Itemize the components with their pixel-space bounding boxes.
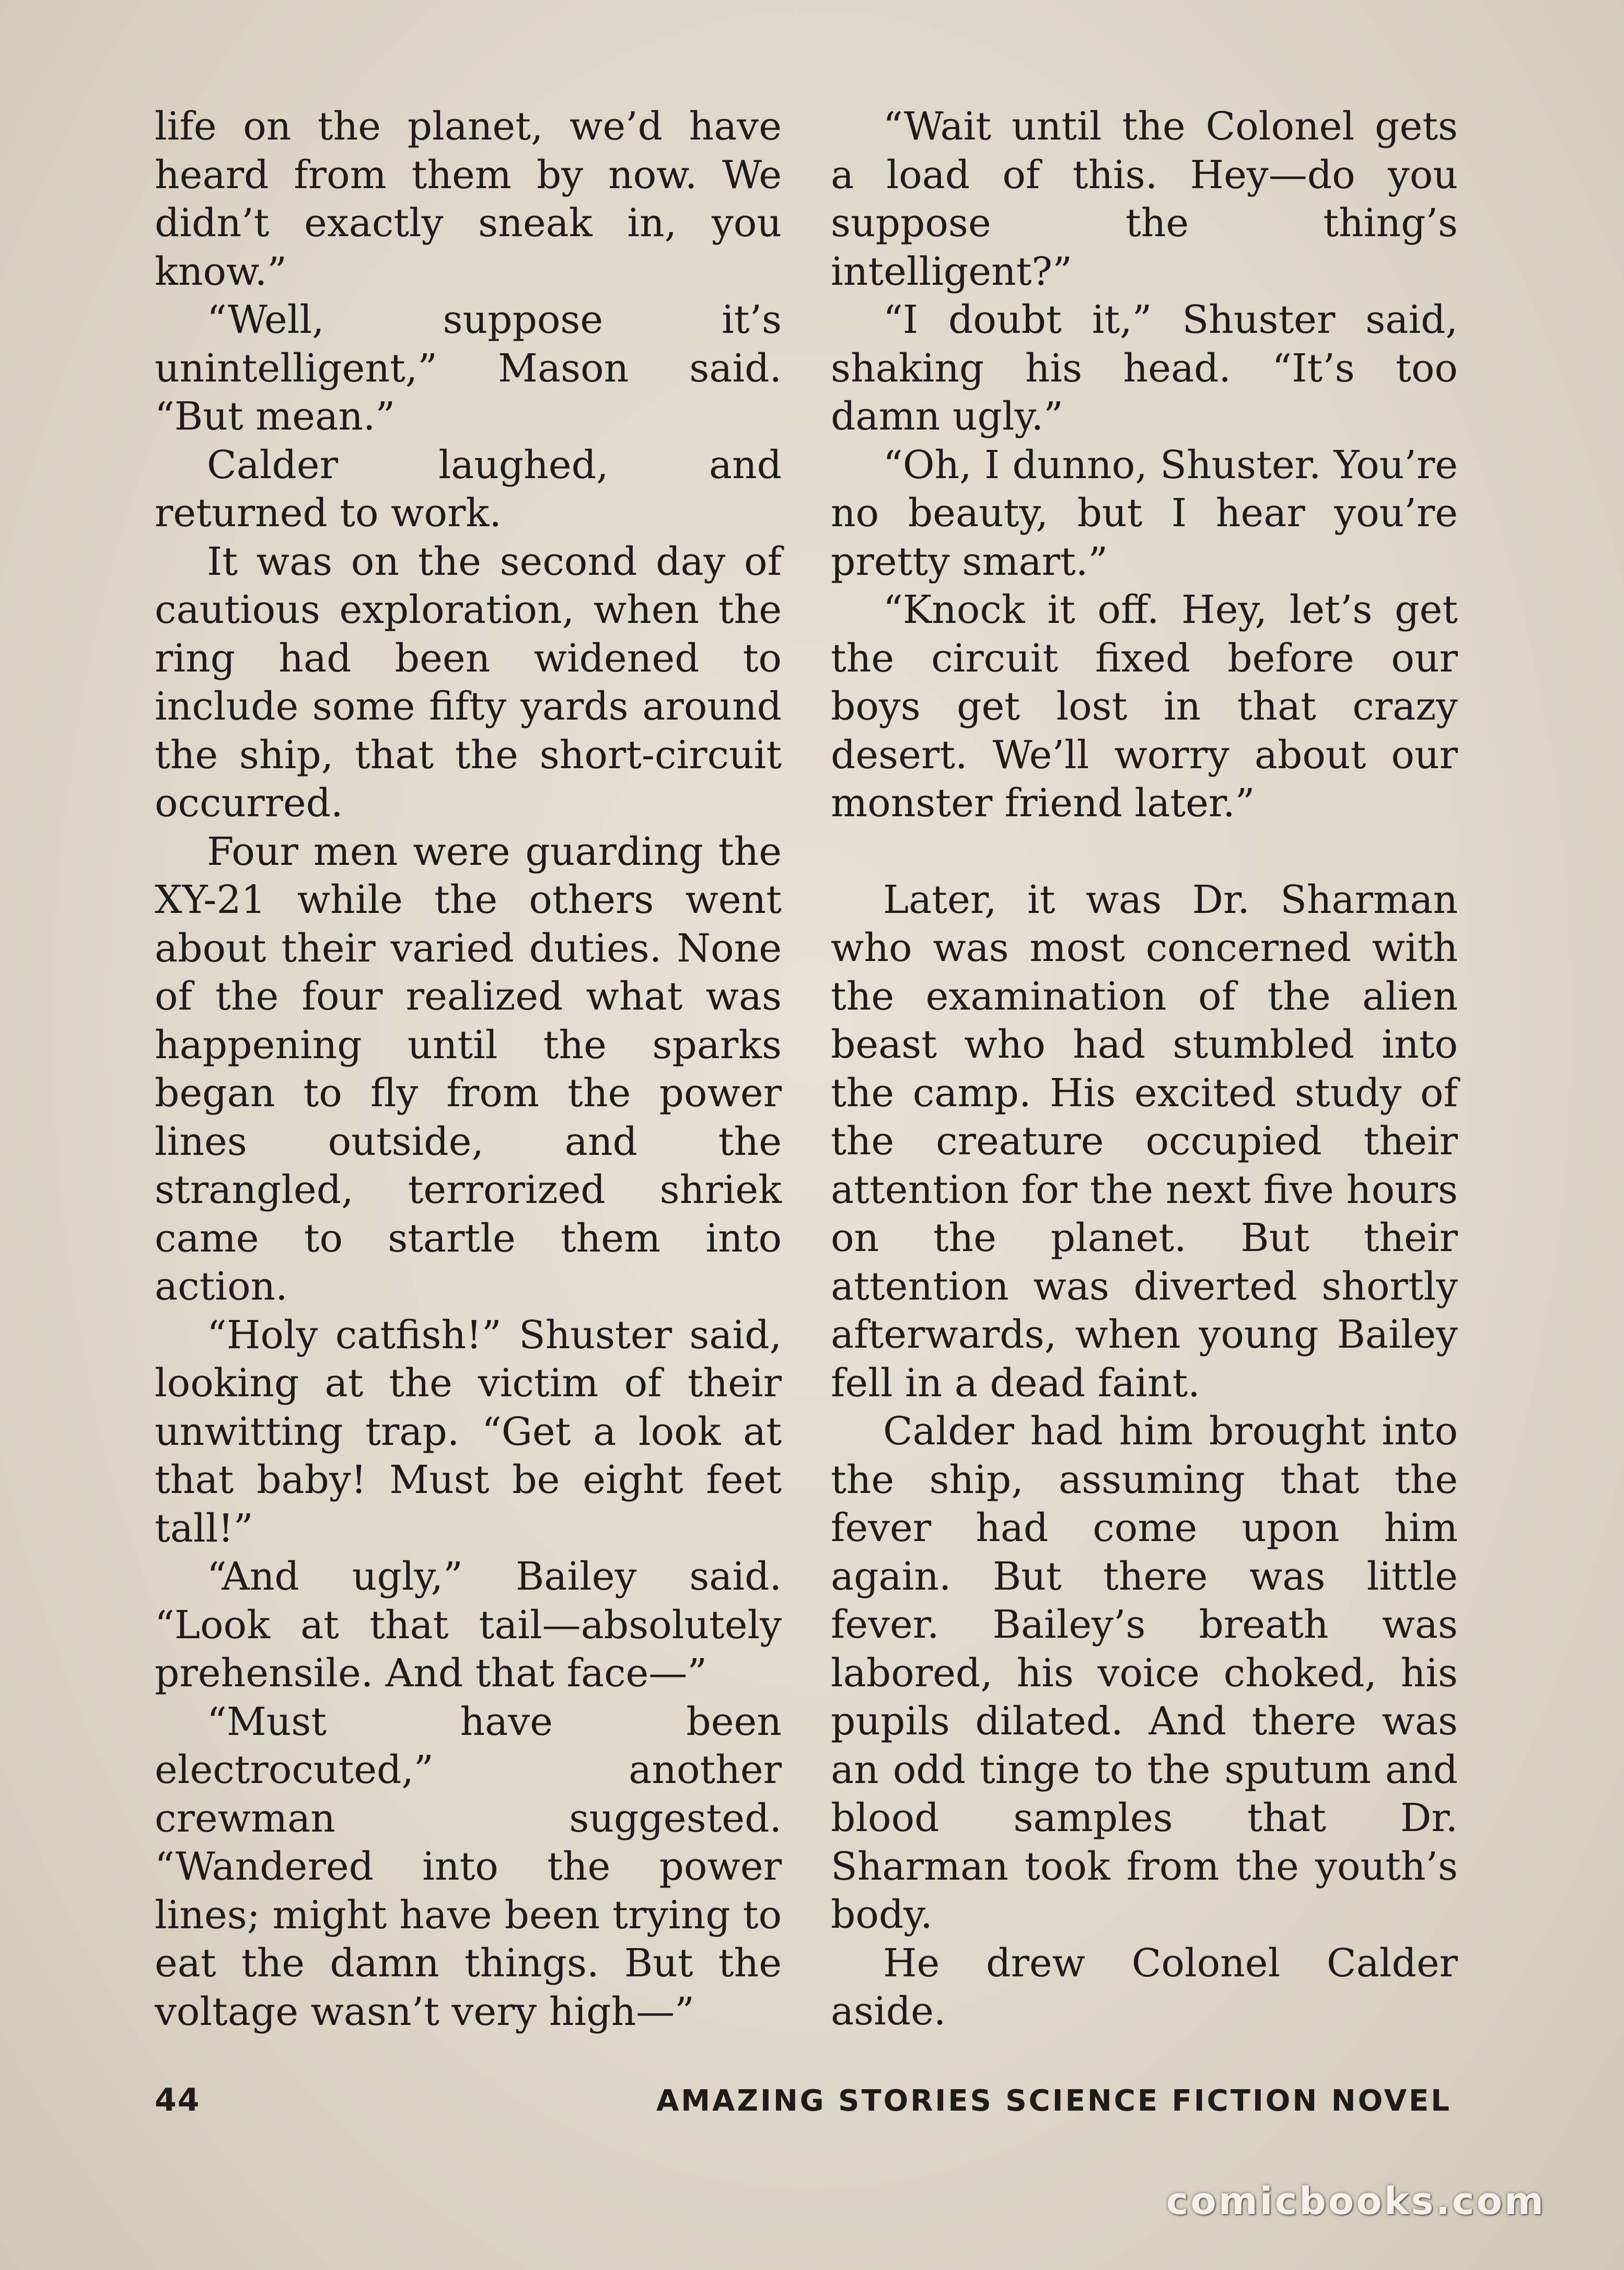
paragraph: Calder had him brought into the ship, assuming that the fever had come upon him again. But there was little fever. Bailey’s breath was labored, his voice choked, his pupils dilated. And there was an odd tinge to the sputum and blood samples that Dr. Sharman took from the youth’s body. [831, 1409, 1458, 1937]
paragraph: Four men were guarding the XY-21 while the others went about their varied duties. None of the four realized what was happening until the sparks began to fly from the power lines outside, and the strangled, terrorized shriek came to startle them into action. [155, 829, 782, 1309]
paragraph: It was on the second day of cautious exploration, when the ring had been widened to include some fifty yards around the ship, that the short-circuit occurred. [155, 539, 782, 826]
paragraph: “Well, suppose it’s unintelligent,” Mason said. “But mean.” [155, 297, 782, 439]
paragraph: Later, it was Dr. Sharman who was most concerned with the examination of the alien beast who had stumbled into the camp. His excited study of the creature occupied their attention for the next five hours on the planet. But their attention was diverted shortly afterwards, when young Bailey fell in a dead faint. [831, 877, 1458, 1406]
paragraph: life on the planet, we’d have heard from them by now. We didn’t exactly sneak in, you know.” [155, 104, 782, 294]
paragraph: “Knock it off. Hey, let’s get the circuit fixed before our boys get lost in that crazy desert. We’ll worry about our monster friend later.” [831, 587, 1458, 826]
watermark: comicbooks.com [1166, 2179, 1546, 2223]
paragraph: “Must have been electrocuted,” another crewman suggested. “Wandered into the power lines; might have been trying to eat the damn things. But the voltage wasn’t very high—” [155, 1699, 782, 2034]
paragraph: Calder laughed, and returned to work. [155, 442, 782, 536]
left-column [155, 102, 782, 2036]
paragraph: “Oh, I dunno, Shuster. You’re no beauty, but I hear you’re pretty smart.” [831, 442, 1458, 584]
right-column [831, 102, 1458, 2036]
paragraph: “And ugly,” Bailey said. “Look at that tail—absolutely prehensile. And that face—” [155, 1554, 782, 1696]
running-title: AMAZING STORIES SCIENCE FICTION NOVEL [656, 2084, 1452, 2118]
paragraph: He drew Colonel Calder aside. [831, 1940, 1458, 2034]
paragraph: “Holy catfish!” Shuster said, looking at the victim of their unwitting trap. “Get a look at that baby! Must be eight feet tall!” [155, 1312, 782, 1551]
page-number: 44 [155, 2082, 201, 2118]
paragraph: “I doubt it,” Shuster said, shaking his head. “It’s too damn ugly.” [831, 297, 1458, 439]
paragraph: “Wait until the Colonel gets a load of this. Hey—do you suppose the thing’s intelligent?” [831, 104, 1458, 294]
